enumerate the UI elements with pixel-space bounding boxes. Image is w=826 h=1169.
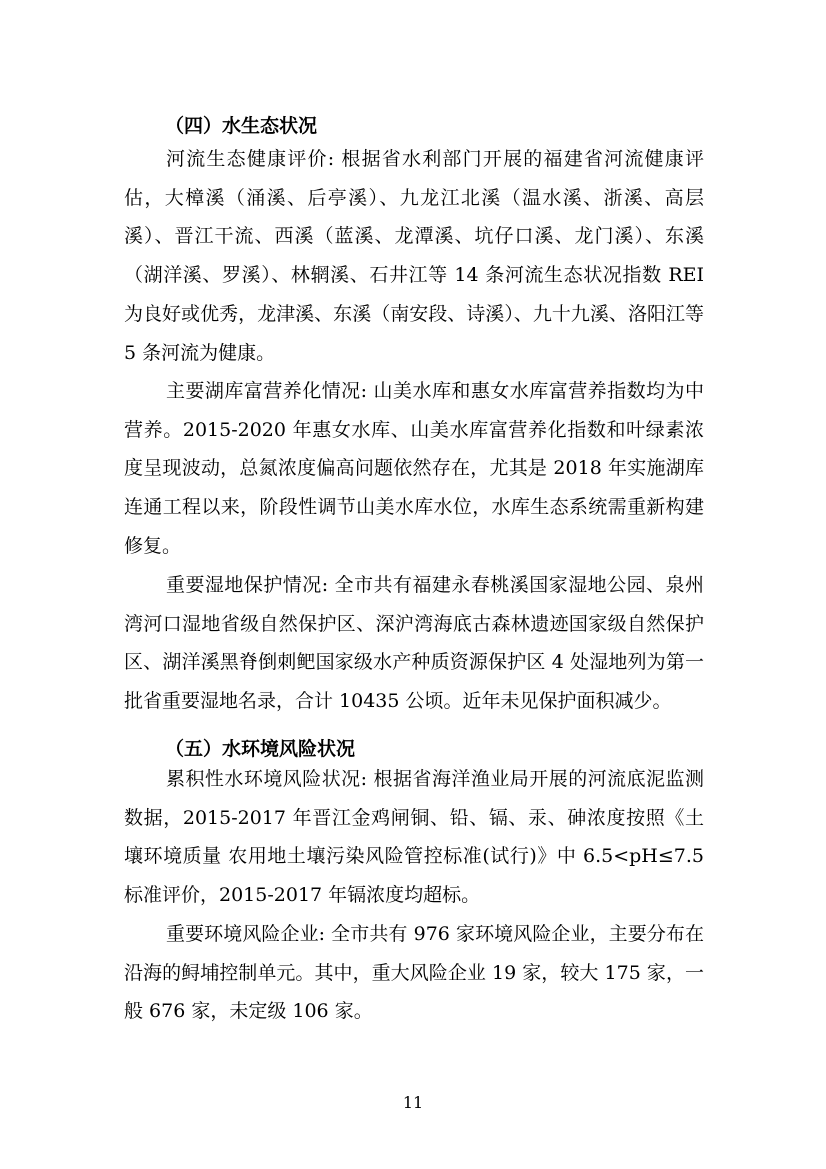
paragraph-risk-enterprises: 重要环境风险企业: 全市共有 976 家环境风险企业，主要分布在沿海的鲟埔控制单元。其中，重大风险企业 19 家，较大 175 家，一般 676 家，未定级 106 家。: [124, 923, 704, 1023]
page-number: 11: [402, 1093, 424, 1112]
paragraph-lake-eutrophication: 主要湖库富营养化情况: 山美水库和惠女水库富营养指数均为中营养。2015-2020 年惠女水库、山美水库富营养化指数和叶绿素浓度呈现波动，总氮浓度偏高问题依然存在，尤其是 2018 年实施湖库连通工程以来，阶段性调节山美水库水位，水库生态系统需重新构建修复。: [124, 380, 704, 557]
paragraph-river-health: 河流生态健康评价: 根据省水利部门开展的福建省河流健康评估，大樟溪（涌溪、后亭溪）、九龙江北溪（温水溪、浙溪、高层溪）、晋江干流、西溪（蓝溪、龙潭溪、坑仔口溪、龙门溪）、东溪（湖洋溪、罗溪）、林辋溪、石井江等 14 条河流生态状况指数 REI 为良好或优秀，龙津溪、东溪（南安段、诗溪）、九十九溪、洛阳江等 5 条河流为健康。: [124, 148, 704, 364]
paragraph-wetland-protection: 重要湿地保护情况: 全市共有福建永春桃溪国家湿地公园、泉州湾河口湿地省级自然保护区、深沪湾海底古森林遗迹国家级自然保护区、湖洋溪黑脊倒刺鲃国家级水产种质资源保护区 4 处湿地列为第一批省重要湿地名录，合计 10435 公顷。近年未见保护面积减少。: [124, 574, 704, 713]
paragraph-cumulative-risk: 累积性水环境风险状况: 根据省海洋渔业局开展的河流底泥监测数据，2015-2017 年晋江金鸡闸铜、铅、镉、汞、砷浓度按照《土壤环境质量 农用地土壤污染风险管控标准(试行)》中 6.5<pH≤7.5 标准评价，2015-2017 年镉浓度均超标。: [124, 768, 704, 907]
section-4-heading: （四）水生态状况: [165, 115, 318, 137]
section-5-heading: （五）水环境风险状况: [165, 738, 356, 760]
